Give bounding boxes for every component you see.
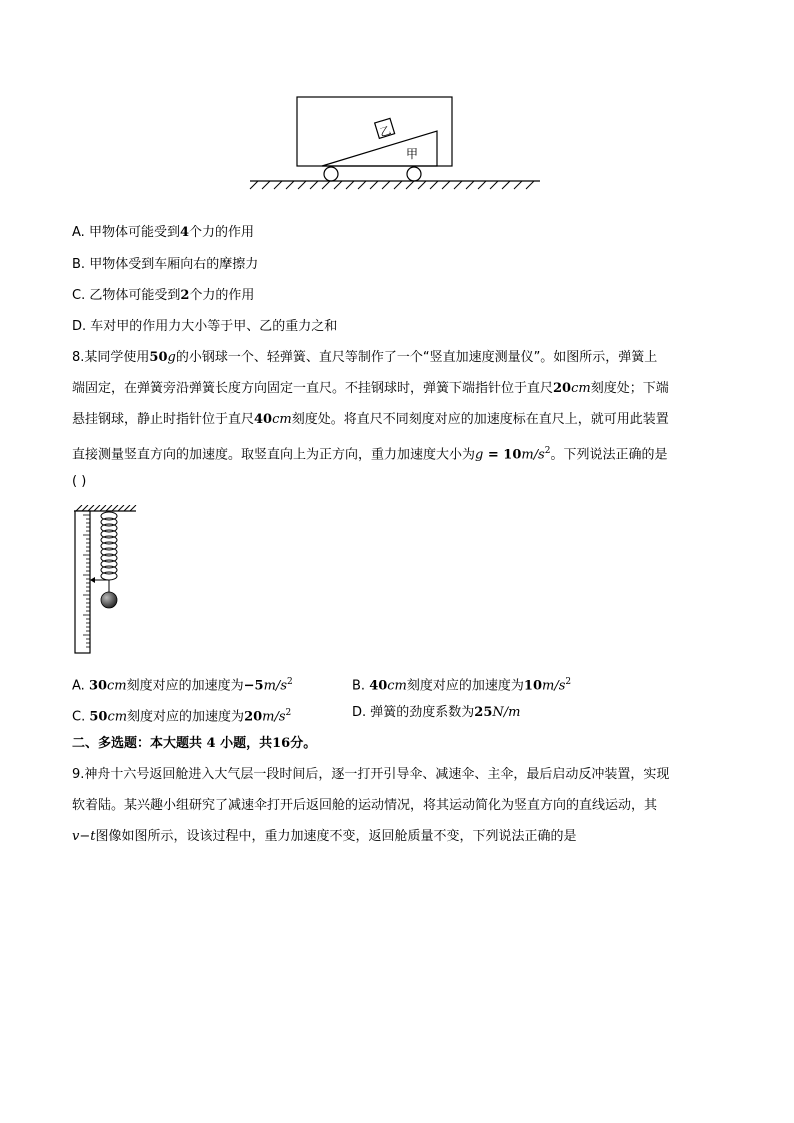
q7-option-a[interactable]: A. 甲物体可能受到4个力的作用 <box>72 225 255 240</box>
q8-option-b[interactable]: B. 40cm刻度对应的加速度为$10m/s^2$ <box>352 677 572 694</box>
q8-stem-line4: 直接测量竖直方向的加速度。取竖直向上为正方向，重力加速度大小为$g = 10m/s^2$。下列说法正确的是 <box>72 446 668 463</box>
q8-stem-line3: 悬挂钢球，静止时指针位于直尺40cm刻度处。将直尺不同刻度对应的加速度标在直尺上，就可用此装置 <box>72 412 669 427</box>
q8-stem-line2: 端固定，在弹簧旁沿弹簧长度方向固定一直尺。不挂钢球时，弹簧下端指针位于直尺20cm刻度处；下端 <box>72 381 669 396</box>
q8-stem-line1: 8.某同学使用50g的小钢球一个、轻弹簧、直尺等制作了一个“竖直加速度测量仪”。如图所示，弹簧上 <box>72 350 658 365</box>
q8-answer-bracket: ( ) <box>72 474 87 489</box>
q8-option-d[interactable]: D. 弹簧的劲度系数为25N/m <box>352 705 521 720</box>
ceiling-hatch <box>76 505 136 511</box>
spring-ruler-figure <box>66 505 146 655</box>
pointer-arrowhead <box>90 577 95 583</box>
wheel-left <box>324 167 338 181</box>
section-heading-multiple-choice: 二、多选题：本大题共 4 小题，共16分。 <box>72 736 317 751</box>
wheel-right <box>407 167 421 181</box>
label-yi: 乙 <box>378 123 393 140</box>
q7-option-c[interactable]: C. 乙物体可能受到2个力的作用 <box>72 288 255 303</box>
q8-option-a[interactable]: A. 30cm刻度对应的加速度为$-5m/s^2$ <box>72 677 293 694</box>
label-jia: 甲 <box>406 147 419 161</box>
spring <box>101 512 117 580</box>
q9-stem-line1: 9.神舟十六号返回舱进入大气层一段时间后，逐一打开引导伞、减速伞、主伞，最后启动反冲装置，实现 <box>72 767 670 782</box>
ground-hatch <box>250 181 534 189</box>
q7-option-d[interactable]: D. 车对甲的作用力大小等于甲、乙的重力之和 <box>72 319 338 334</box>
q9-stem-line3: v−t图像如图所示，设该过程中，重力加速度不变，返回舱质量不变，下列说法正确的是 <box>72 829 577 844</box>
steel-ball <box>101 592 117 608</box>
q8-option-c[interactable]: C. 50cm刻度对应的加速度为$20m/s^2$ <box>72 708 292 725</box>
ruler <box>75 511 90 653</box>
cart-figure <box>240 88 550 193</box>
q7-option-b[interactable]: B. 甲物体受到车厢向右的摩擦力 <box>72 257 259 272</box>
car-body <box>297 97 452 166</box>
q9-stem-line2: 软着陆。某兴趣小组研究了减速伞打开后返回舱的运动情况，将其运动简化为竖直方向的直线运动，其 <box>72 798 658 813</box>
